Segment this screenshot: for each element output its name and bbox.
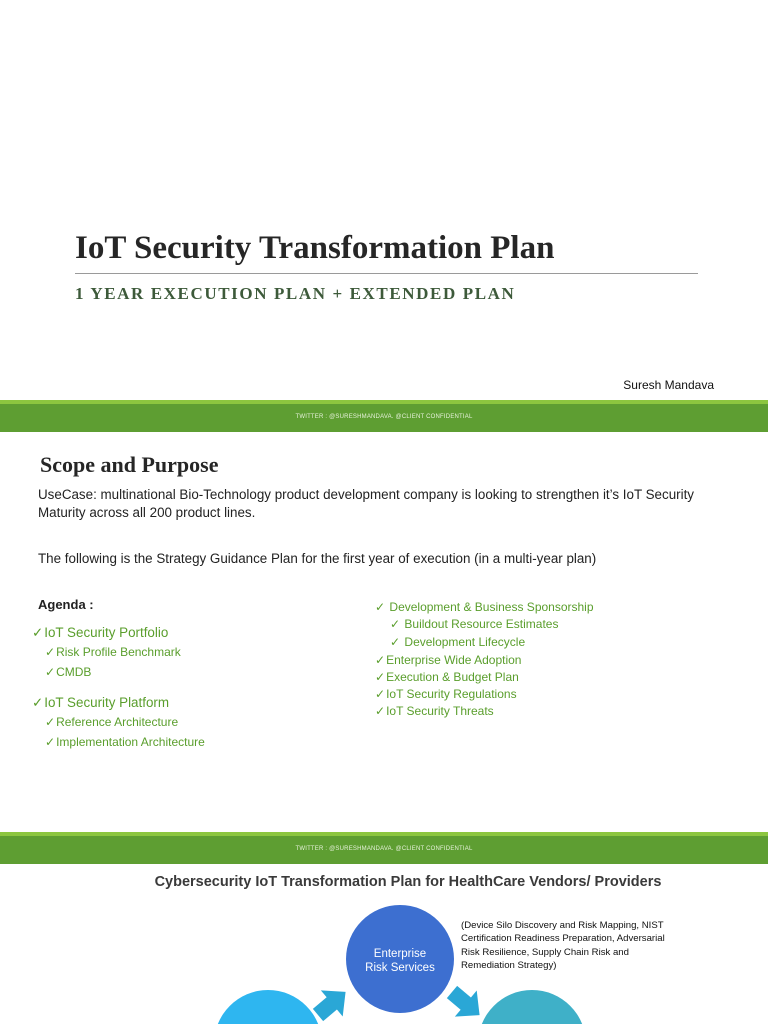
agenda-label: Agenda : — [38, 597, 94, 612]
check-icon: ✓ — [375, 687, 386, 701]
check-icon: ✓ — [32, 625, 44, 640]
scope-slide — [0, 432, 768, 832]
agenda-item: ✓Execution & Budget Plan — [375, 670, 519, 684]
agenda-subitem: ✓Risk Profile Benchmark — [45, 645, 181, 659]
check-icon: ✓ — [375, 653, 386, 667]
agenda-item: ✓IoT Security Threats — [375, 704, 494, 718]
check-icon: ✓ — [45, 715, 56, 729]
usecase-text: UseCase: multinational Bio-Technology product development company is looking to strengthen it’s IoT Security Maturity across all 200 product lines. — [38, 487, 694, 520]
check-icon: ✓ — [390, 635, 401, 649]
check-icon: ✓ — [375, 704, 386, 718]
slide-title: IoT Security Transformation Plan — [75, 230, 555, 266]
right-process-node — [478, 990, 586, 1024]
agenda-subitem: ✓ Development Lifecycle — [390, 635, 526, 649]
agenda-subitem: ✓Reference Architecture — [45, 715, 179, 729]
check-icon: ✓ — [45, 645, 56, 659]
agenda-item: ✓IoT Security Portfolio — [32, 625, 169, 640]
title-divider — [75, 273, 698, 274]
agenda-subitem: ✓CMDB — [45, 665, 92, 679]
center-node-label-line1: Enterprise — [373, 948, 427, 960]
guidance-text: The following is the Strategy Guidance Plan for the first year of execution (in a multi-year plan) — [38, 551, 597, 566]
transformation-plan-slide — [0, 864, 768, 1024]
agenda-subitem: ✓ Buildout Resource Estimates — [390, 617, 559, 631]
check-icon: ✓ — [375, 670, 386, 684]
left-process-node — [214, 990, 322, 1024]
slide-footer-band — [0, 832, 768, 864]
check-icon: ✓ — [45, 665, 56, 679]
footer-stripe — [0, 832, 768, 836]
footer-text: TWITTER : @SURESHMANDAVA. @CLIENT CONFIDENTIAL — [295, 846, 473, 852]
check-icon: ✓ — [375, 600, 386, 614]
slide-subtitle: 1 YEAR EXECUTION PLAN + EXTENDED PLAN — [75, 284, 516, 303]
slide-footer-band — [0, 400, 768, 432]
check-icon: ✓ — [45, 735, 56, 749]
check-icon: ✓ — [390, 617, 401, 631]
flow-arrow-icon — [441, 979, 490, 1024]
author-name: Suresh Mandava — [623, 378, 714, 392]
footer-text: TWITTER : @SURESHMANDAVA. @CLIENT CONFIDENTIAL — [295, 414, 473, 420]
center-node-label-line2: Risk Services — [365, 962, 435, 974]
agenda-item: ✓IoT Security Platform — [32, 695, 170, 710]
agenda-item: ✓Enterprise Wide Adoption — [375, 653, 522, 667]
agenda-item: ✓ Development & Business Sponsorship — [375, 600, 594, 614]
check-icon: ✓ — [32, 695, 44, 710]
title-slide — [0, 0, 768, 400]
agenda-subitem: ✓Implementation Architecture — [45, 735, 205, 749]
slide-heading: Scope and Purpose — [40, 452, 219, 477]
footer-stripe — [0, 400, 768, 404]
slide-heading: Cybersecurity IoT Transformation Plan for HealthCare Vendors/ Providers — [154, 874, 662, 890]
agenda-item: ✓IoT Security Regulations — [375, 687, 517, 701]
enterprise-risk-note: (Device Silo Discovery and Risk Mapping, NIST Certification Readiness Preparation, Adversarial Risk Resilience, Supply Chain Risk and Remediation Strategy) — [461, 920, 665, 972]
